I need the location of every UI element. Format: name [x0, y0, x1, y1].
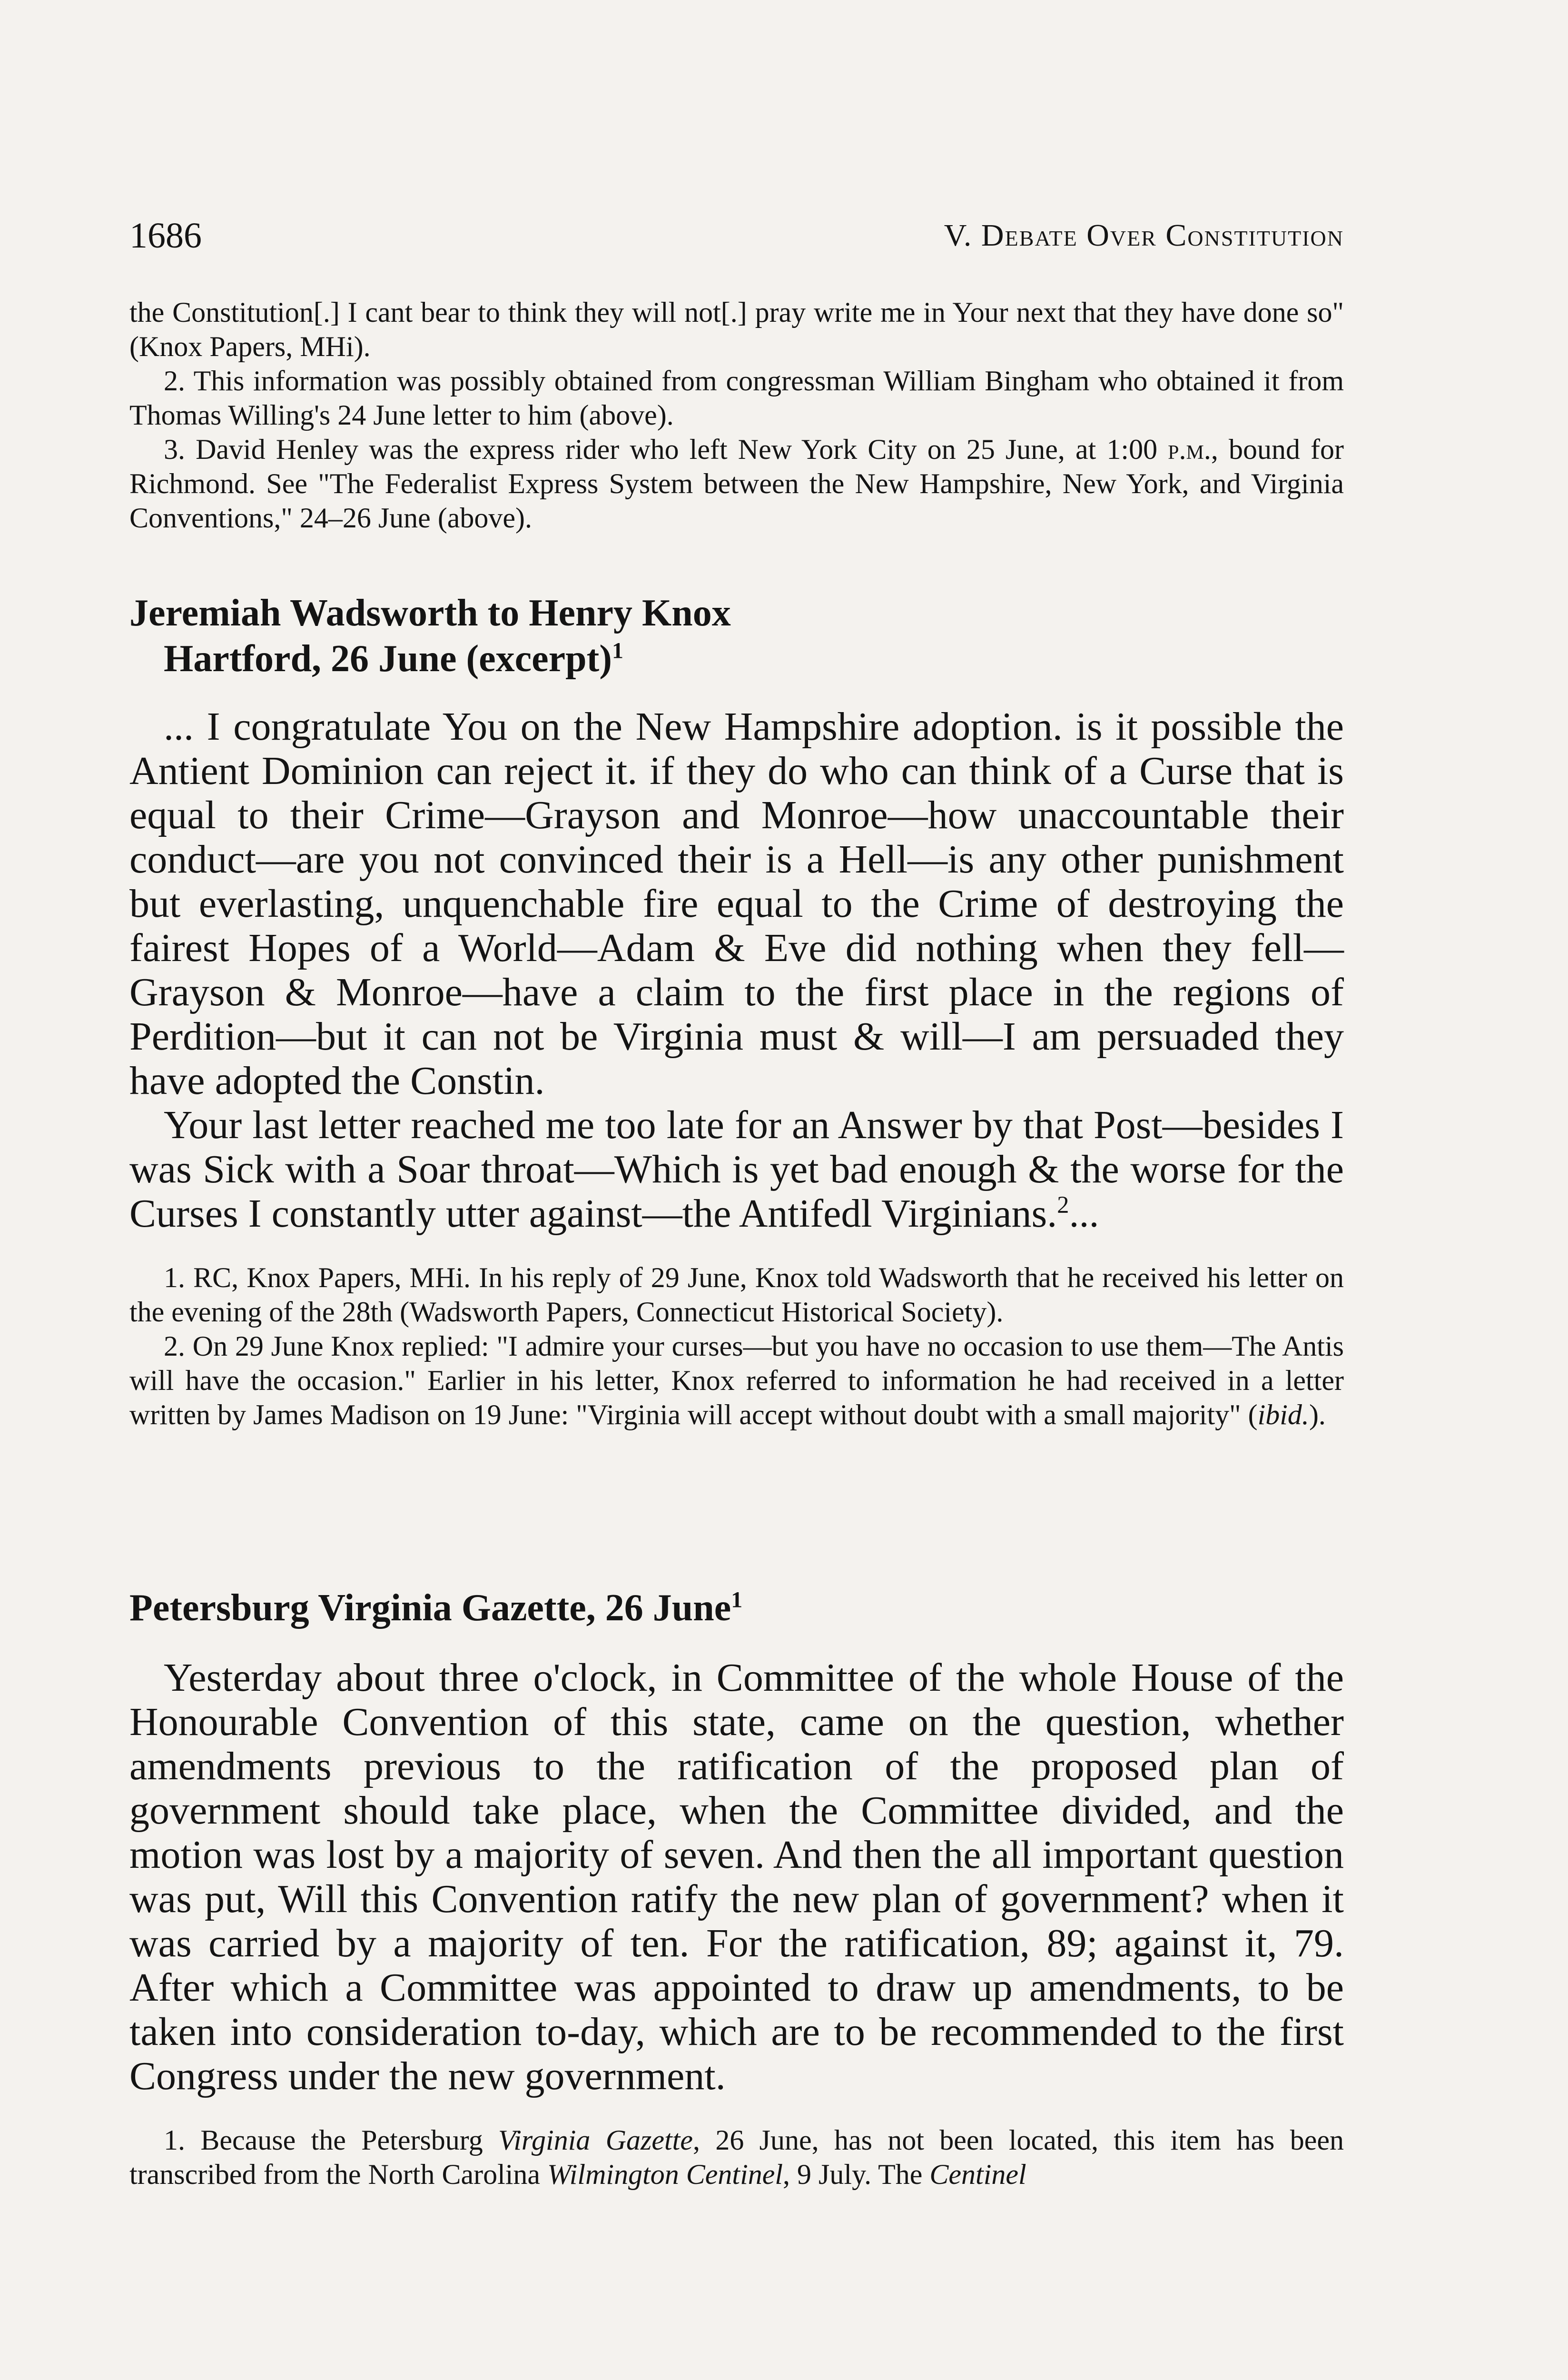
footnote-1-italic-1: Virginia Gazette — [498, 2124, 693, 2156]
running-title: V. Debate Over Constitution — [944, 218, 1344, 253]
letter-paragraph-2 — [129, 1103, 1344, 1236]
footnote-1-text-c: , 9 July. The — [783, 2159, 930, 2190]
letter-paragraph-1: ... I congratulate You on the New Hampshire adoption. is it possible the Antient Dominion can reject it. if they do who can think of a Curse that is equal to their Crime—Grayson and Monroe—how unaccountable their conduct—are you not convinced their is a Hell—is any other punishment but everlasting, unquenchable fire equal to the Crime of destroying the fairest Hopes of a World—Adam & Eve did nothing when they fell—Grayson & Monroe—have a claim to the first place in the regions of Perdition—but it can not be Virginia must & will—I am persuaded they have adopted the Constin. — [129, 704, 1344, 1103]
paragraph-footnote-marker: 2 — [1057, 1191, 1069, 1218]
footnote-3-pm: p.m. — [1168, 434, 1211, 465]
footnote-1-text-b: , 26 June, has not been located, this item has been transcribed from the North Carolina — [129, 2124, 1344, 2190]
footnote-3 — [129, 432, 1344, 535]
footnote-1: 1. RC, Knox Papers, MHi. In his reply of 29 June, Knox told Wadsworth that he received his letter on the evening of the 28th (Wadsworth Papers, Connecticut Historical Society). — [129, 1262, 1344, 1328]
footnote-2-text-a: 2. On 29 June Knox replied: "I admire your curses—but you have no occasion to use them—The Antis will have the occasion." Earlier in his letter, Knox referred to information he had received in a letter written by James Madison on 19 June: "Virginia will accept without doubt with a small majority" ( — [129, 1330, 1344, 1430]
heading-footnote-marker: 1 — [731, 1587, 743, 1613]
ellipsis: ... — [1069, 1191, 1099, 1236]
footnote-1 — [129, 2123, 1344, 2192]
section-heading-gazette — [129, 1585, 1344, 1631]
running-head — [129, 209, 1344, 262]
footnote-3-text-b: , bound for Richmond. See "The Federalist Express System between the New Hampshire, New York, and Virginia Conventions," 24–26 June (above). — [129, 434, 1344, 534]
section-petersburg-gazette — [129, 1585, 1344, 2192]
footnote-2 — [129, 1329, 1344, 1432]
footnote-2-text-b: ). — [1309, 1399, 1326, 1430]
heading-footnote-marker: 1 — [611, 638, 623, 664]
heading-line-1: Jeremiah Wadsworth to Henry Knox — [129, 592, 731, 634]
page-number: 1686 — [129, 216, 202, 256]
heading-line-2-text: Hartford, 26 June (excerpt) — [164, 638, 612, 680]
footnote-2: 2. This information was possibly obtained from congressman William Bingham who obtained it from Thomas Willing's 24 June letter to him (above). — [129, 365, 1344, 431]
gazette-paragraph: Yesterday about three o'clock, in Committee of the whole House of the Honourable Convention of this state, came on the question, whether amendments previous to the ratification of the proposed plan of government should take place, when the Committee divided, and the motion was lost by a majority of seven. And then the all important question was put, Will this Convention ratify the new plan of government? when it was carried by a majority of ten. For the ratification, 89; against it, 79. After which a Committee was appointed to draw up amendments, to be taken into consideration to-day, which are to be recommended to the first Congress under the new government. — [129, 1656, 1344, 2098]
footnote-1-italic-3: Centinel — [929, 2159, 1026, 2190]
section-wadsworth — [129, 590, 1344, 1432]
section-heading-wadsworth — [129, 590, 1344, 682]
footnote-1-text-a: 1. Because the Petersburg — [164, 2124, 499, 2156]
heading-line-2 — [129, 636, 1344, 682]
footnote-2-ibid: ibid. — [1257, 1399, 1309, 1430]
footnote-1-italic-2: Wilmington Centinel — [547, 2159, 783, 2190]
heading-text: Petersburg Virginia Gazette, 26 June — [129, 1587, 731, 1629]
letter-paragraph-2-text: Your last letter reached me too late for an Answer by that Post—besides I was Sick with a Soar throat—Which is yet bad enough & the worse for the Curses I constantly utter against—the Antifedl Virginians. — [129, 1103, 1344, 1236]
continued-footnotes — [129, 295, 1344, 535]
footnote-3-text-a: 3. David Henley was the express rider who left New York City on 25 June, at 1:00 — [164, 434, 1168, 465]
footnote-continuation: the Constitution[.] I cant bear to think they will not[.] pray write me in Your next that they have done so" (Knox Papers, MHi). — [129, 297, 1344, 362]
